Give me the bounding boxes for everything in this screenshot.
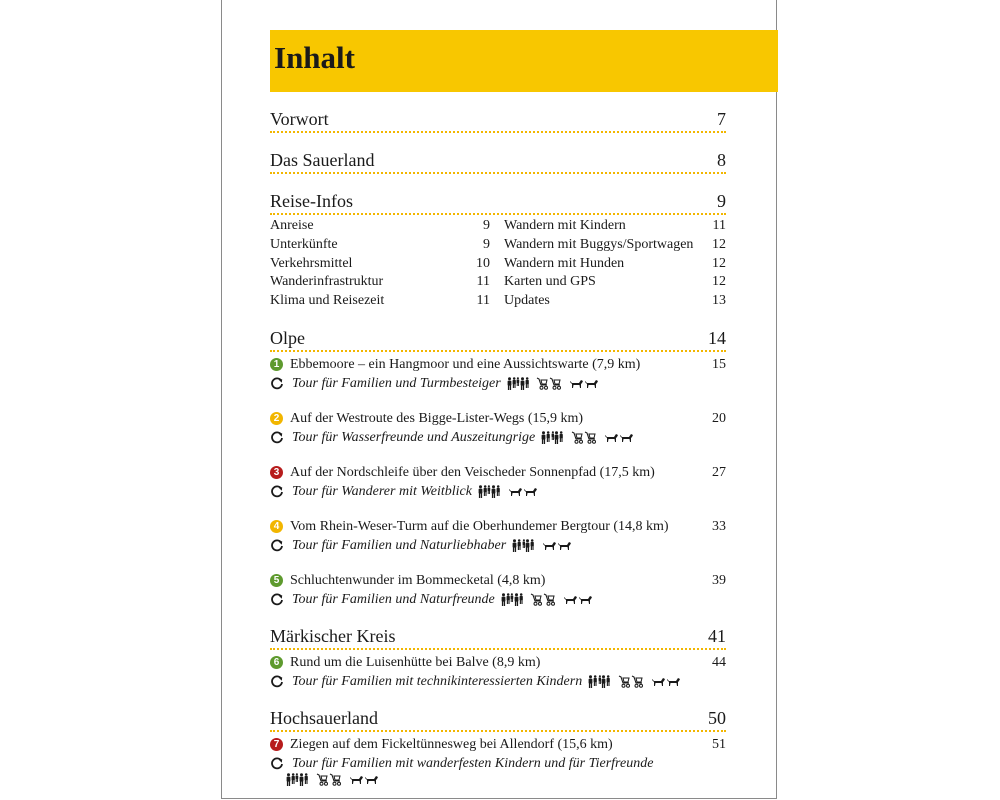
- tour-number-badge: 1: [270, 358, 283, 371]
- dog-icon: [569, 378, 599, 389]
- section-title: Märkischer Kreis: [270, 625, 396, 646]
- family-icon: [478, 485, 501, 498]
- tour-name: Ebbemoore – ein Hangmoor und eine Aussichtswarte (7,9 km): [290, 356, 641, 372]
- tour-subtitle: Tour für Familien mit wanderfesten Kindern und für Tierfreunde: [292, 755, 654, 771]
- loop-icon: [270, 376, 284, 390]
- tour-page: 15: [712, 356, 726, 372]
- tour-page: 39: [712, 572, 726, 588]
- tour-entry[interactable]: [270, 463, 726, 501]
- section-title: Vorwort: [270, 109, 329, 129]
- tour-name: Rund um die Luisenhütte bei Balve (8,9 km): [290, 654, 541, 670]
- dog-icon: [349, 774, 379, 785]
- tour-subtitle: Tour für Familien und Turmbesteiger: [292, 375, 501, 391]
- loop-icon: [270, 538, 284, 552]
- tour-name: Vom Rhein-Weser-Turm auf die Oberhundemer Bergtour (14,8 km): [290, 518, 669, 534]
- section-page: 9: [717, 191, 726, 211]
- list-item[interactable]: Karten und GPS 12: [504, 274, 726, 290]
- loop-icon: [270, 484, 284, 498]
- buggy-icon: [536, 377, 549, 390]
- tour-entry[interactable]: [270, 409, 726, 447]
- tour-subtitle: Tour für Familien und Naturliebhaber: [292, 537, 507, 553]
- title-bar: [270, 30, 778, 92]
- buggy-icon: [618, 675, 631, 688]
- dog-icon: [651, 676, 681, 687]
- tour-number-badge: 3: [270, 466, 283, 479]
- list-item[interactable]: Updates 13: [504, 293, 726, 309]
- section-maerkischer-kreis[interactable]: [270, 625, 726, 650]
- family-icon: [286, 773, 309, 786]
- tour-subtitle: Tour für Familien mit technikinteressierten Kindern: [292, 673, 583, 689]
- dog-icon: [604, 432, 634, 443]
- olpe-tours: [270, 355, 726, 609]
- list-item[interactable]: Klima und Reisezeit 11: [270, 293, 490, 309]
- loop-icon: [270, 756, 284, 770]
- tour-page: 27: [712, 464, 726, 480]
- list-item[interactable]: Wanderinfrastruktur 11: [270, 274, 490, 290]
- family-icon: [512, 539, 535, 552]
- section-page: 7: [717, 109, 726, 129]
- maerkisch-tours: [270, 653, 726, 691]
- list-item[interactable]: Anreise 9: [270, 218, 490, 233]
- list-item[interactable]: Verkehrsmittel 10: [270, 255, 490, 271]
- buggy-icon: [329, 773, 342, 786]
- section-title: Reise-Infos: [270, 191, 353, 211]
- tour-name: Schluchtenwunder im Bommecketal (4,8 km): [290, 572, 546, 588]
- tour-entry[interactable]: [270, 355, 726, 393]
- reise-infos-list: [270, 217, 726, 311]
- tour-entry[interactable]: [270, 735, 726, 786]
- hochsauerland-tours: [270, 735, 726, 786]
- tour-name: Ziegen auf dem Fickeltünnesweg bei Allendorf (15,6 km): [290, 736, 613, 752]
- loop-icon: [270, 430, 284, 444]
- tour-subtitle: Tour für Familien und Naturfreunde: [292, 591, 495, 607]
- buggy-icon: [631, 675, 644, 688]
- buggy-icon: [584, 431, 597, 444]
- section-title: Hochsauerland: [270, 707, 378, 728]
- section-page: 41: [708, 625, 726, 646]
- list-item[interactable]: Unterkünfte 9: [270, 236, 490, 252]
- buggy-icon: [543, 593, 556, 606]
- family-icon: [588, 675, 611, 688]
- family-icon: [501, 593, 524, 606]
- tour-number-badge: 7: [270, 738, 283, 751]
- tour-entry[interactable]: [270, 653, 726, 691]
- tour-number-badge: 4: [270, 520, 283, 533]
- tour-subtitle: Tour für Wasserfreunde und Auszeitungrige: [292, 429, 536, 445]
- tour-number-badge: 6: [270, 656, 283, 669]
- tour-page: 51: [712, 736, 726, 752]
- tour-page: 33: [712, 518, 726, 534]
- tour-name: Auf der Westroute des Bigge-Lister-Wegs (15,9 km): [290, 410, 584, 426]
- tour-subtitle: Tour für Wanderer mit Weitblick: [292, 483, 472, 499]
- dog-icon: [508, 486, 538, 497]
- section-olpe[interactable]: [270, 327, 726, 352]
- dog-icon: [563, 594, 593, 605]
- tour-page: 44: [712, 654, 726, 670]
- section-page: 8: [717, 150, 726, 170]
- family-icon: [541, 431, 564, 444]
- section-reise-infos[interactable]: [270, 190, 726, 215]
- family-icon: [507, 377, 530, 390]
- toc: [270, 108, 726, 786]
- buggy-icon: [549, 377, 562, 390]
- page-title: Inhalt: [274, 40, 355, 75]
- buggy-icon: [530, 593, 543, 606]
- loop-icon: [270, 592, 284, 606]
- list-item[interactable]: Wandern mit Buggys/Sportwagen 12: [504, 236, 726, 252]
- list-item[interactable]: Wandern mit Kindern 11: [504, 218, 726, 233]
- section-vorwort[interactable]: [270, 108, 726, 133]
- section-hochsauerland[interactable]: [270, 707, 726, 732]
- list-item[interactable]: Wandern mit Hunden 12: [504, 255, 726, 271]
- dog-icon: [542, 540, 572, 551]
- section-page: 50: [708, 707, 726, 728]
- section-title: Olpe: [270, 327, 305, 348]
- section-title: Das Sauerland: [270, 150, 375, 170]
- buggy-icon: [571, 431, 584, 444]
- section-page: 14: [708, 327, 726, 348]
- tour-number-badge: 5: [270, 574, 283, 587]
- tour-number-badge: 2: [270, 412, 283, 425]
- tour-name: Auf der Nordschleife über den Veischeder Sonnenpfad (17,5 km): [290, 464, 655, 480]
- loop-icon: [270, 674, 284, 688]
- buggy-icon: [316, 773, 329, 786]
- tour-entry[interactable]: [270, 517, 726, 555]
- tour-entry[interactable]: [270, 571, 726, 609]
- tour-page: 20: [712, 410, 726, 426]
- section-sauerland[interactable]: [270, 149, 726, 174]
